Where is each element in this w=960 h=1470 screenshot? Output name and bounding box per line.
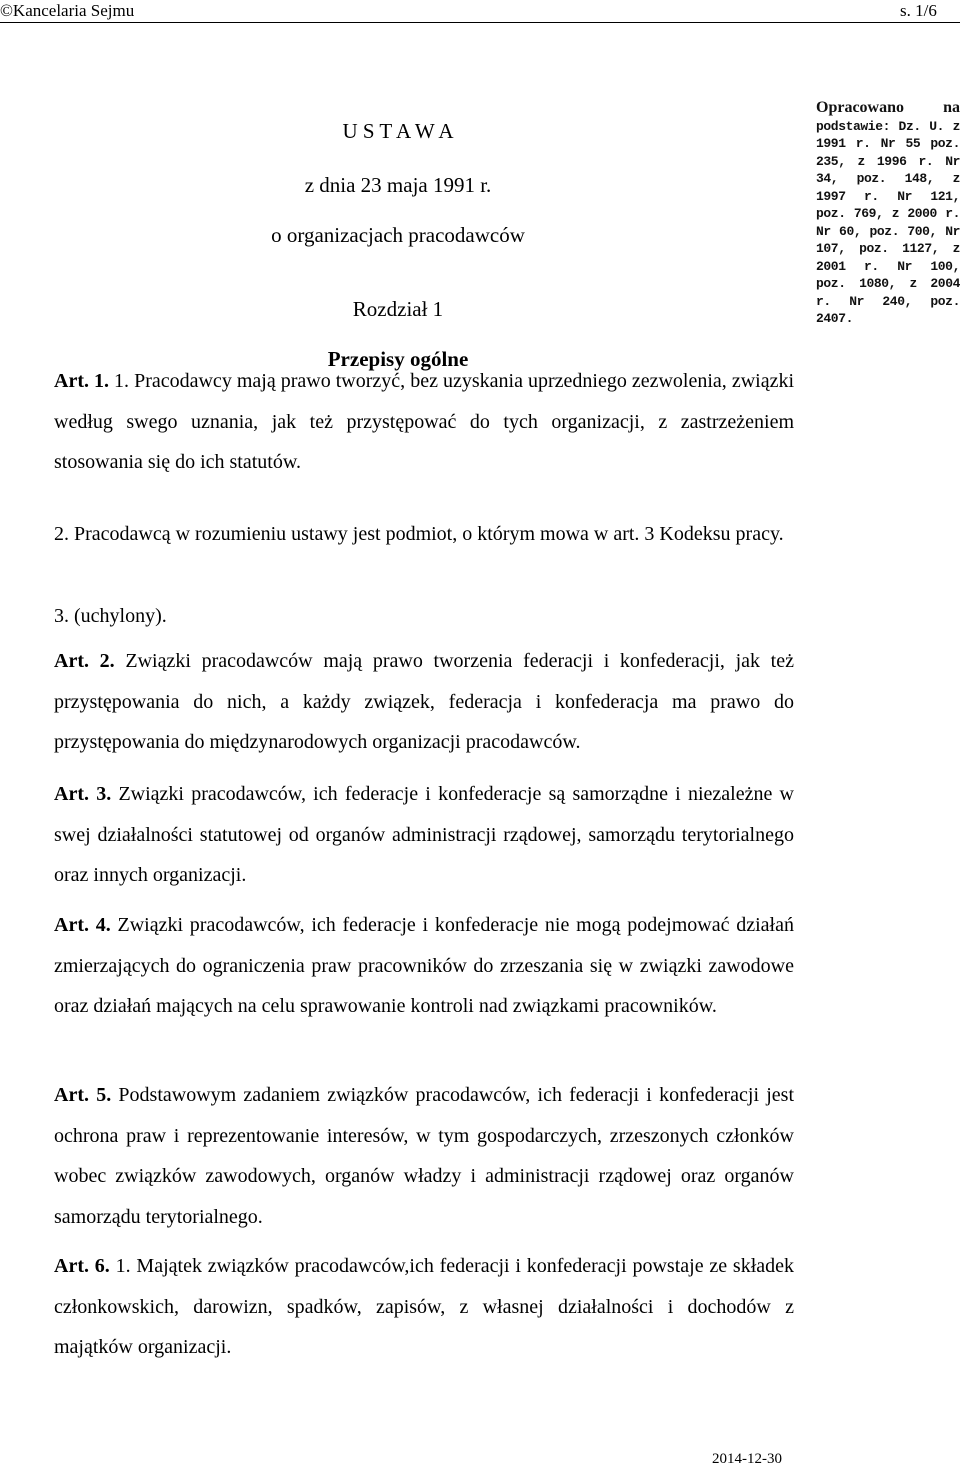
article-6-label: Art. 6. (54, 1255, 110, 1277)
source-note-text: podstawie: Dz. U. z 1991 r. Nr 55 poz. 235, z 1996 r. Nr 34, poz. 148, z 1997 r. Nr 121, poz. 769, z 2000 r. Nr 60, poz. 700, Nr 107, poz. 1127, z 2001 r. Nr 100, poz. 1080, z 2004 r. Nr 240, poz. 2407. (816, 118, 960, 326)
article-5-text: Podstawowym zadaniem związków pracodawców, ich federacji i konfederacji jest ochrona praw i reprezentowanie interesów, w tym gospodarczych, zrzeszonych członków wobec związków zawodowych, organów władzy i administracji rządowej oraz organów samorządu terytorialnego. (54, 1084, 795, 1228)
act-type-title: U S T A W A (342, 119, 454, 143)
article-1-para-1 (6, 361, 794, 483)
article-4-label: Art. 4. (54, 914, 111, 936)
page-number: s. 1/6 (900, 1, 937, 20)
article-6-para-1-number: 1. (115, 1255, 131, 1277)
act-date: z dnia 23 maja 1991 r. (304, 173, 492, 197)
chapter-number: Rozdział 1 (352, 297, 444, 321)
header-rule (0, 22, 960, 23)
act-subject: o organizacjach pracodawców (271, 223, 525, 247)
article-2-text: Związki pracodawców mają prawo tworzenia federacji i konfederacji, jak też przystępowania do nich, a każdy związek, federacja i konfederacja ma prawo do przystępowania do międzynarodowych organizacji pracodawców. (54, 650, 794, 753)
article-1-para-1-text: Pracodawcy mają prawo tworzyć, bez uzyskania uprzedniego zezwolenia, związki według swego uznania, jak też przystępować do tych organizacji, z zastrzeżeniem stosowania się do ich statutów. (54, 370, 795, 473)
header-copyright: ©Kancelaria Sejmu (0, 1, 135, 20)
article-4 (6, 905, 794, 1027)
chapter-title: Przepisy ogólne (327, 347, 469, 371)
article-2-label: Art. 2. (54, 650, 115, 672)
article-5 (6, 1075, 794, 1237)
article-3-text: Związki pracodawców, ich federacje i konfederacje są samorządne i niezależne w swej działalności statutowej od organów administracji rządowej, samorządu terytorialnego oraz innych organizacji. (54, 783, 795, 886)
article-1-para-2: 2. Pracodawcą w rozumieniu ustawy jest podmiot, o którym mowa w art. 3 Kodeksu pracy. (54, 523, 784, 545)
source-note (816, 99, 960, 328)
article-3 (6, 774, 794, 896)
article-6 (6, 1246, 794, 1368)
article-5-label: Art. 5. (54, 1084, 112, 1106)
article-1-para-3: 3. (uchylony). (54, 605, 167, 627)
article-1-para-1-number: 1. (114, 370, 130, 392)
source-note-lead: Opracowano na (816, 99, 960, 116)
article-4-text: Związki pracodawców, ich federacje i konfederacje nie mogą podejmować działań zmierzających do ograniczenia praw pracowników do zrzeszania się w związki zawodowe oraz działań mających na celu sprawowanie kontroli nad związkami pracowników. (54, 914, 794, 1017)
article-3-label: Art. 3. (54, 783, 112, 805)
article-2 (6, 641, 794, 763)
article-6-text: Majątek związków pracodawców,ich federacji i konfederacji powstaje ze składek członkowskich, darowizn, spadków, zapisów, z własnej działalności i dochodów z majątków organizacji. (54, 1255, 795, 1358)
footer-date: 2014-12-30 (712, 1451, 782, 1467)
article-1-label: Art. 1. (54, 370, 110, 392)
